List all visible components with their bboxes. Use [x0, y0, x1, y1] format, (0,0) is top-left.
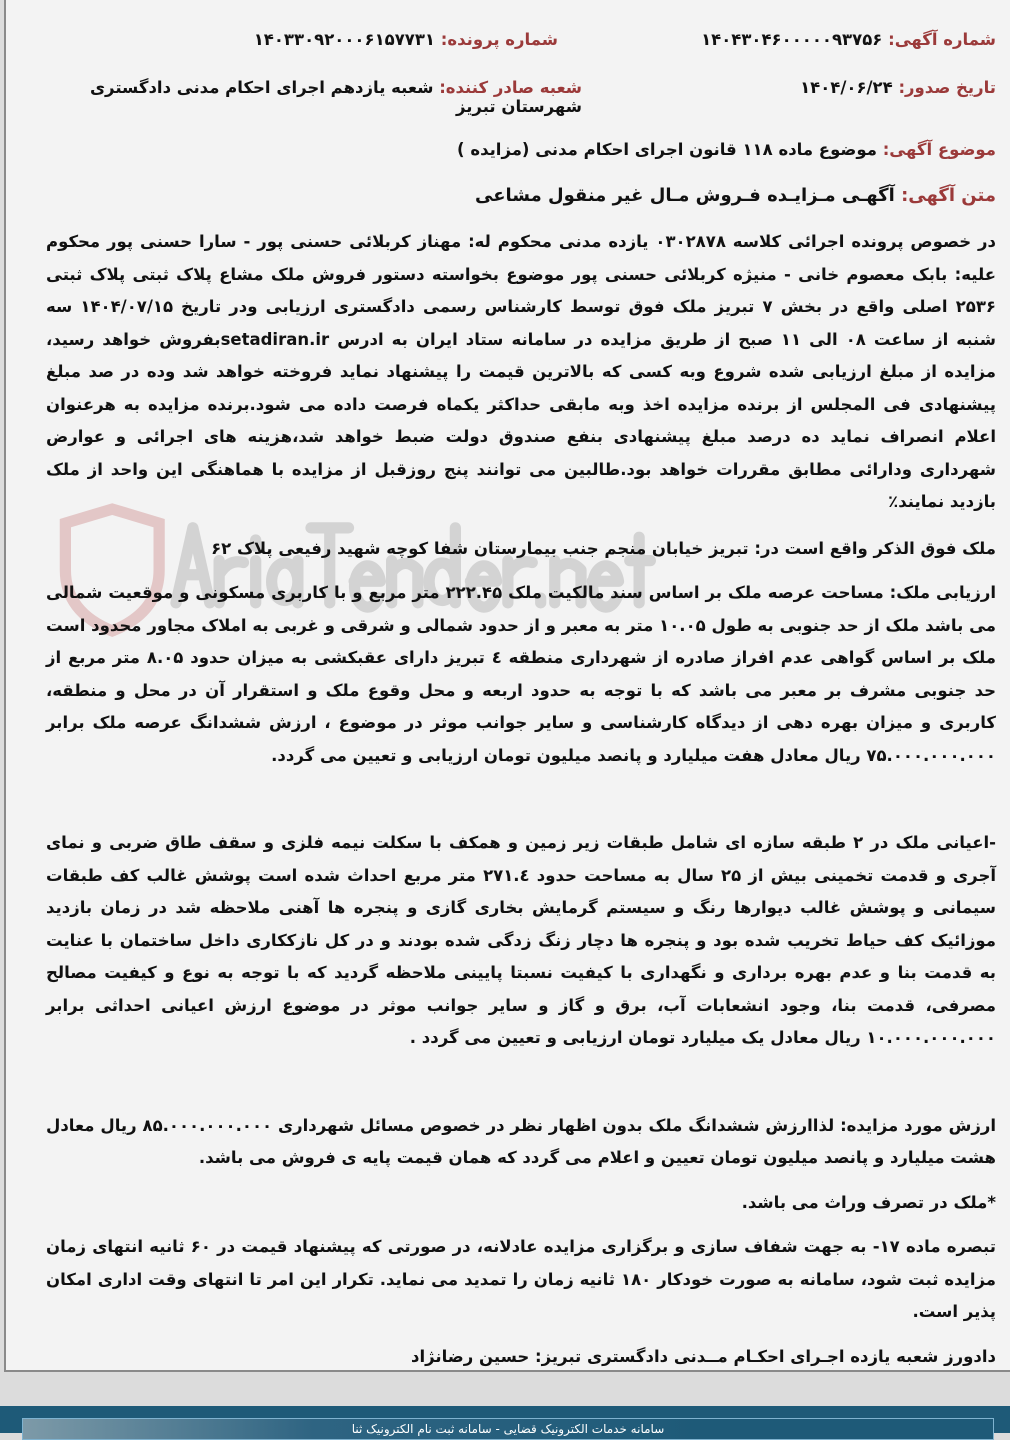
header-row-date-branch	[46, 78, 996, 116]
issuing-branch: شعبه صادر کننده: شعبه یازدهم اجرای احکام مدنی دادگستری شهرستان تبریز	[89, 78, 582, 116]
paragraph-auction-value: ارزش مورد مزایده: لذاارزش ششدانگ ملک بدون اظهار نظر در خصوص مسائل شهرداری ۸۵.۰۰۰.۰۰۰.۰۰۰ ریال معادل هشت میلیارد و پانصد میلیون تومان تعیین و اعلام می گردد که همان قیمت پایه ی فروش می باشد.	[46, 1115, 996, 1167]
ad-subject: موضوع آگهی: موضوع ماده ۱۱۸ قانون اجرای احکام مدنی (مزایده )	[457, 140, 996, 159]
footer	[0, 1406, 1010, 1436]
paragraph-occupancy: *ملک در تصرف وراث می باشد.	[741, 1192, 996, 1212]
case-number: شماره پرونده: ۱۴۰۳۳۰۹۲۰۰۰۶۱۵۷۷۳۱	[253, 30, 558, 49]
paragraph-note-article-17: تبصره ماده ۱۷- به جهت شفاف سازی و برگزاری مزایده عادلانه، در صورتی که پیشنهاد قیمت در ۶۰ ثانیه انتهای زمان مزایده ثبت شود، سامانه به صورت خودکار ۱۸۰ ثانیه زمان را تمدید می نماید. تکرار این امر تا انتهای وقت اداری امکان پذیر است.	[46, 1237, 996, 1321]
paragraph-case-details: در خصوص پرونده اجرائی کلاسه ۰۳۰۲۸۷۸ یازده مدنی محکوم له: مهناز کربلائی حسنی پور - سارا حسنی پور محکوم علیه: بابک معصوم خانی - منیژه کربلائی حسنی پور موضوع بخواسته دستور فروش ملک مشاع پلاک ثبتی پلاک ثبتی ۲۵۳۶ اصلی واقع در بخش ۷ تبریز ملک فوق توسط کارشناس رسمی دادگستری ارزیابی ودر تاریخ ۱۴۰۴/۰۷/۱۵ سه شنبه از ساعت ۰۸ الی ۱۱ صبح از طریق مزایده در سامانه ستاد ایران به ادرس setadiran.irبفروش خواهد رسید، مزایده از مبلغ ارزیابی شده شروع وبه کسی که بالاترین قیمت را پیشنهاد نماید فروخته خواهد شد وده در صد مبلغ پیشنهادی فی المجلس از برنده مزایده اخذ وبه مابقی حداکثر یکماه فرصت داده می شود.برنده مزایده به هرعنوان اعلام انصراف نماید ده درصد مبلغ پیشنهادی بنفع صندوق دولت ضبط خواهد شد،هزینه های اجرائی و عوارض شهرداری ودارائی مطابق مقررات خواهد بود.طالبین می توانند پنج روزقبل از مزایده با هماهنگی این واحد از ملک بازدید نمایند٪	[46, 232, 996, 511]
notice-panel	[4, 0, 1010, 1372]
paragraph-building-valuation: -اعیانی ملک در ۲ طبقه سازه ای شامل طبقات زیر زمین و همکف با سکلت نیمه فلزی و سقف طاق ضربی و نمای آجری و قدمت تخمینی بیش از ۲۵ سال به مساحت حدود ۲۷۱.٤ متر مربع احداث شده است پوشش غالب کف طبقات سیمانی و پوشش غالب دیوارها رنگ و سیستم گرمایش بخاری گازی و پنجره ها آهنی ملاحظه شد در زمان بازدید موزائیک کف حیاط تخریب شده بود و پنجره ها دچار زنگ زدگی شده بودند و در کل نازککاری داخل ساختمان با عنایت به قدمت بنا و عدم بهره برداری و نگهداری با کیفیت نسبتا پایینی ملاحظه گردید که با توجه به نوع و کیفیت مصالح مصرفی، قدمت بنا، وجود انشعابات آب، برق و گاز و سایر جوانب موثر در موضوع ارزش اعیانی احداثی برابر ۱۰.۰۰۰.۰۰۰.۰۰۰ ریال معادل یک میلیارد تومان ارزیابی و تعیین می گردد .	[46, 833, 997, 1047]
notice-body	[46, 226, 996, 1372]
ad-text-title: متن آگهی: آگهـی مـزایـده فـروش مـال غیر منقول مشاعی	[474, 185, 996, 206]
issue-date: تاریخ صدور: ۱۴۰۴/۰۶/۲۴	[800, 78, 996, 97]
header-row-numbers	[46, 30, 996, 49]
ad-number: شماره آگهی: ۱۴۰۴۳۰۴۶۰۰۰۰۰۹۳۷۵۶	[701, 30, 996, 49]
paragraph-land-valuation: ارزیابی ملک: مساحت عرصه ملک بر اساس سند مالکیت ملک ۲۲۲.۴۵ متر مربع و با کاربری مسکونی و موقعیت شمالی می باشد ملک از حد جنوبی به طول ۱۰.۰۵ متر به معبر و از حدود شمالی و شرقی و غربی به املاک مجاور محدود است ملک بر اساس گواهی عدم افراز صادره از شهرداری منطقه ٤ تبریز دارای عقبکشی به میزان حدود ۸.۰۵ متر مربع از حد جنوبی مشرف بر معبر می باشد که با توجه به حدود اربعه و محل وقوع ملک و استقرار آن در محل و منطقه، کاربری و میزان بهره دهی از دیدگاه کارشناسی و سایر جوانب موثر در موضوع ، ارزش ششدانگ عرصه ملک برابر ۷۵.۰۰۰.۰۰۰.۰۰۰ ریال معادل هفت میلیارد و پانصد میلیون تومان ارزیابی و تعیین می گردد.	[46, 583, 997, 765]
signature-line: دادورز شعبه یازده اجـرای احکـام مــدنی دادگستری تبریز: حسین رضانژاد	[411, 1346, 996, 1366]
paragraph-address: ملک فوق الذکر واقع است در: تبریز خیابان منجم جنب بیمارستان شفا کوچه شهید رفیعی پلاک ۶۲	[211, 538, 996, 558]
footer-banner[interactable]: سامانه خدمات الکترونیک قضایی - سامانه ثبت نام الکترونیک ثنا	[22, 1418, 994, 1440]
